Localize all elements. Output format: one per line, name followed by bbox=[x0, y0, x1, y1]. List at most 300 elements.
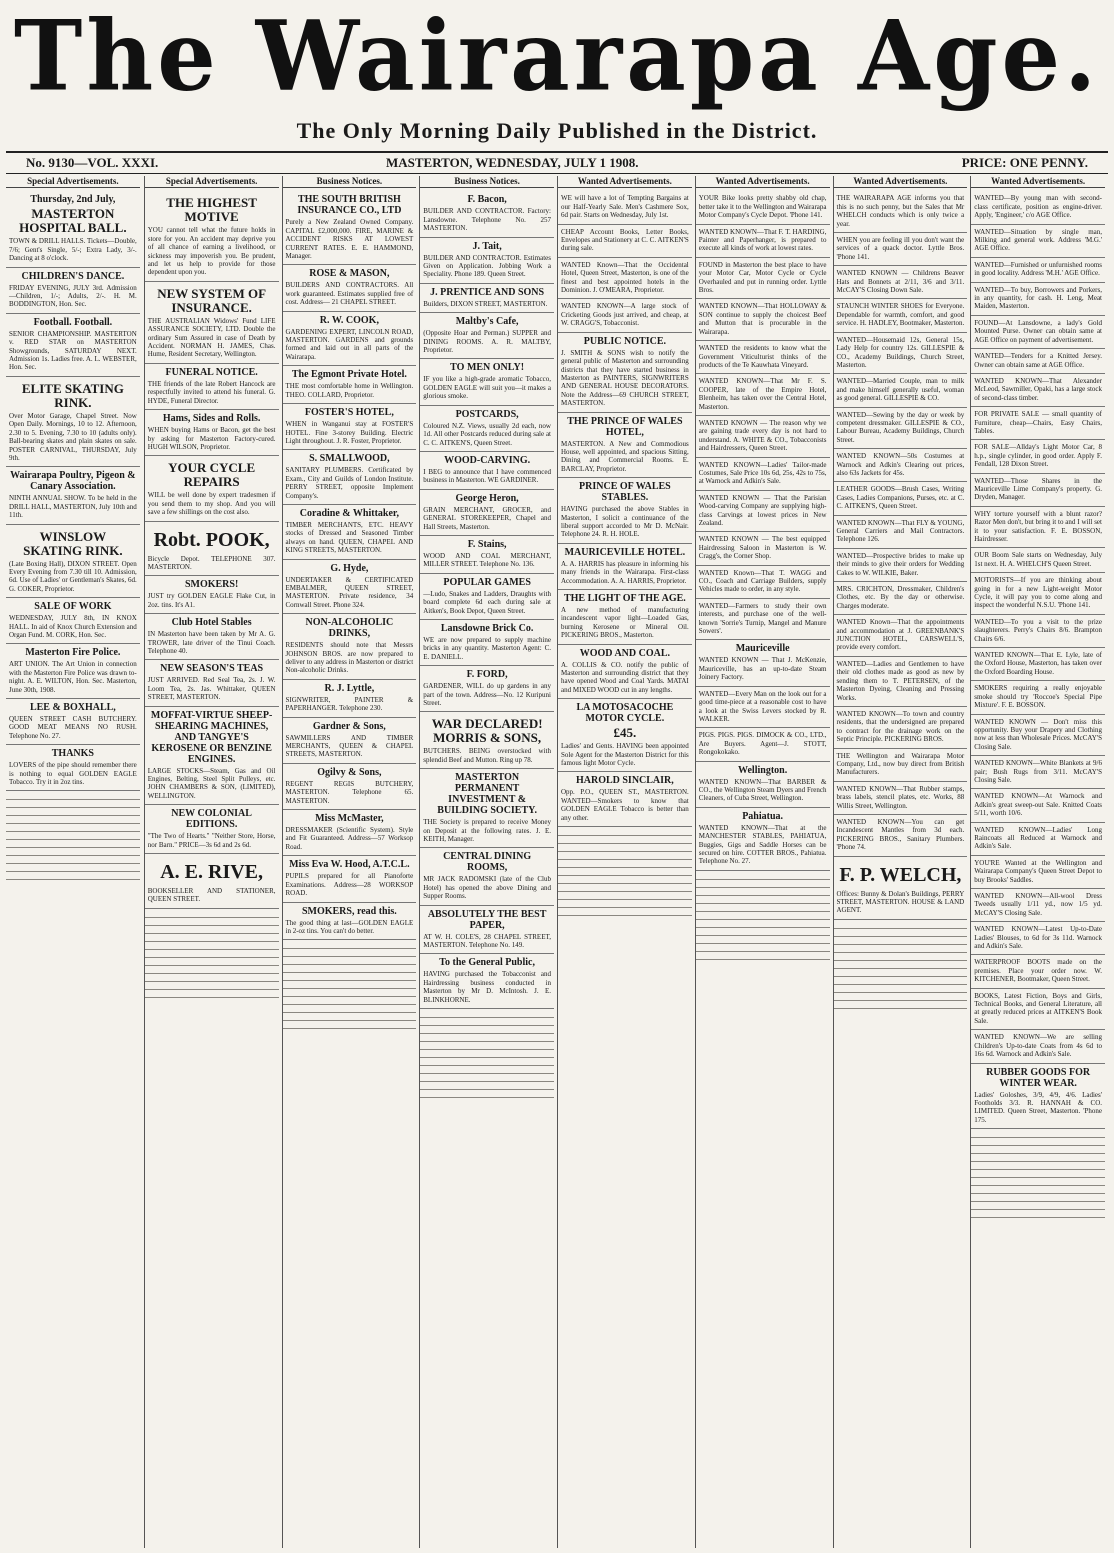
advertisement bbox=[145, 854, 279, 909]
advertisement bbox=[6, 699, 140, 745]
advertisement bbox=[696, 687, 830, 729]
advertisement bbox=[6, 314, 140, 377]
advertisement bbox=[283, 680, 417, 718]
advertisement bbox=[283, 560, 417, 615]
ad-body: JUST try GOLDEN EAGLE Flake Cut, in 2oz. tins. It's A1. bbox=[147, 592, 276, 609]
ad-body: FOUND—At Lansdowne, a lady's Gold Mounted Purse. Owner can obtain same at AGE Office on payment of advertisement. bbox=[974, 318, 1102, 344]
ad-heading: F. Stains, bbox=[467, 538, 507, 550]
ad-body: WANTED KNOWN—That E. Lyle, late of the Oxford House, Masterton, has taken over the Oxford Boarding House. bbox=[974, 651, 1102, 676]
advertisement bbox=[283, 366, 417, 404]
advertisement bbox=[834, 582, 968, 615]
column-header: Special Advertisements. bbox=[145, 176, 279, 188]
ad-heading: FUNERAL NOTICE. bbox=[165, 366, 258, 378]
ad-body: WANTED Known—That the Occidental Hotel, Queen Street, Masterton, is one of the finest and best appointed hotels in the Dominion. J. O'MEARA, Proprietor. bbox=[561, 260, 689, 295]
advertisement bbox=[696, 566, 830, 599]
advertisement bbox=[834, 449, 968, 482]
ad-body: Ladies' and Gents. HAVING been appointed Sole Agent for the Masterton District for this famous light Motor Cycle. bbox=[561, 742, 689, 768]
ad-heading: ROSE & MASON, bbox=[309, 268, 390, 280]
ad-body: THE AUSTRALIAN Widows' Fund LIFE ASSURANCE SOCIETY, LTD. Double the ordinary Sum Assured in case of Death by Accident. NORMAN H. JAMES, Chas. Hume, Resident Secretary, Wellington. bbox=[147, 316, 276, 359]
ad-body: WANTED—By young man with second-class certificate, position as engine-driver. Apply, 'Engineer,' c/o AGE Office. bbox=[974, 194, 1102, 220]
ad-body: WILL be well done by expert tradesmen if you send them to my shop. And you will save a few shillings on the cost also. bbox=[147, 491, 276, 517]
advertisement bbox=[971, 1064, 1105, 1130]
issue-date: MASTERTON, WEDNESDAY, JULY 1 1908. bbox=[386, 155, 639, 170]
advertisement bbox=[420, 620, 554, 666]
advertisement bbox=[834, 333, 968, 375]
advertisement bbox=[283, 450, 417, 505]
ad-body: WHEN buying Hams or Bacon, get the best by asking for Masterton Factory-cured. HUGH WILSON, Proprietor. bbox=[147, 426, 276, 451]
ad-body: WANTED KNOWN—50s Costumes at Warnock and Adkin's Clearing out prices, also 63s Jackets for 45s. bbox=[836, 452, 965, 477]
advertisement bbox=[558, 590, 692, 645]
ad-heading: R. W. COOK, bbox=[319, 314, 379, 326]
advertisement bbox=[6, 644, 140, 699]
column-2 bbox=[144, 176, 279, 1548]
advertisement bbox=[834, 233, 968, 266]
ad-body: STAUNCH WINTER SHOES for Everyone. Dependable for warmth, comfort, and good service. H. HADLEY, Bootmaker, Masterton. bbox=[836, 302, 965, 328]
ad-heading: SALE OF WORK bbox=[34, 601, 112, 613]
ad-heading: ABSOLUTELY THE BEST PAPER, bbox=[427, 908, 547, 931]
advertisement bbox=[696, 225, 830, 258]
ad-body: WANTED KNOWN—A large stock of Cricketing Goods just arrived, and cheap, at W. CRAGG'S, Tobacconist. bbox=[561, 302, 689, 328]
advertisement bbox=[971, 316, 1105, 349]
ad-body: WANTED KNOWN—Ladies' Long Raincoats all Reduced at Warnock and Adkin's Sale. bbox=[974, 825, 1102, 851]
ad-heading: POPULAR GAMES bbox=[443, 576, 531, 588]
ad-heading: THE LIGHT OF THE AGE. bbox=[563, 593, 686, 604]
ad-heading: CENTRAL DINING ROOMS, bbox=[443, 851, 532, 874]
ad-body: MRS. CRICHTON, Dressmaker, Children's Clothes, etc. By the day or otherwise. Charges moderate. bbox=[836, 585, 965, 610]
ad-body: WANTED KNOWN—That Alexander McLeod, Sawmiller, Opaki, has a large stock of second-class timber. bbox=[974, 376, 1102, 402]
ad-heading: LA MOTOSACOCHE MOTOR CYCLE. bbox=[576, 702, 674, 725]
ad-body: WEDNESDAY, JULY 8th, IN KNOX HALL. In aid of Knox Church Extension and Organ Fund. M. CORK, Hon. Sec. bbox=[9, 614, 137, 639]
ad-heading: R. J. Lyttle, bbox=[324, 682, 375, 694]
ad-body: YOU cannot tell what the future holds in store for you. An accident may deprive you of all chance of earning a livelihood, or sickness may impoverish you. Be prudent, and let us help to provide for those dependent upon you. bbox=[147, 226, 276, 277]
advertisement bbox=[6, 377, 140, 467]
advertisement bbox=[971, 615, 1105, 648]
ad-body: FOR SALE—Allday's Light Motor Car, 8 h.p., single cylinder, in good order. Apply F. Fendall, 128 Dixon Street. bbox=[974, 443, 1102, 469]
ad-display-line: THE HIGHEST MOTIVE bbox=[166, 195, 257, 225]
column-continuation-text bbox=[696, 875, 830, 965]
ad-heading: J. Tait, bbox=[472, 240, 502, 252]
ad-display-line: ELITE SKATING RINK. bbox=[21, 380, 124, 410]
column-1 bbox=[6, 176, 140, 1548]
ad-heading: Miss McMaster, bbox=[315, 813, 384, 825]
ad-body: WANTED KNOWN — That the Parisian Wood-carving Company are supplying high-class Carvings at lowest prices in New Zealand. bbox=[698, 493, 827, 527]
ad-body: WOOD AND COAL MERCHANT, MILLER STREET. Telephone No. 136. bbox=[423, 551, 551, 569]
ad-heading: NON-ALCOHOLIC DRINKS, bbox=[305, 617, 394, 640]
ad-heading: Thursday, 2nd July, bbox=[30, 194, 116, 206]
advertisement bbox=[834, 657, 968, 707]
ad-body: MASTERTON. A New and Commodious House, well appointed, and spacious Sitting, Dining and Commercial Rooms. E. BARCLAY, Proprietor. bbox=[561, 439, 689, 473]
advertisement bbox=[834, 857, 968, 920]
advertisement bbox=[696, 491, 830, 533]
advertisement bbox=[971, 756, 1105, 789]
ad-body: Builders, DIXON STREET, MASTERTON. bbox=[423, 299, 548, 308]
advertisement bbox=[283, 505, 417, 560]
advertisement bbox=[145, 522, 279, 577]
ad-body: BOOKSELLER AND STATIONER, QUEEN STREET. bbox=[147, 887, 276, 904]
advertisement bbox=[6, 268, 140, 314]
ad-display-line: MASTERTON HOSPITAL BALL. bbox=[19, 206, 127, 236]
column-header: Wanted Advertisements. bbox=[834, 176, 968, 188]
ad-body: A. COLLIS & CO. notify the public of Masterton and surrounding district that they have opened Wood and Coal Yards. MATAI and MIXED WOOD cut in any lengths. bbox=[561, 660, 689, 694]
ad-heading: FOSTER'S HOTEL, bbox=[304, 407, 394, 419]
advertisement bbox=[283, 764, 417, 810]
advertisement bbox=[420, 574, 554, 620]
column-header: Wanted Advertisements. bbox=[558, 176, 692, 188]
ad-body: UNDERTAKER & CERTIFICATED EMBALMER, QUEEN STREET, MASTERTON. Private residence, 34 Cornwall Street. Phone 324. bbox=[285, 575, 414, 609]
ad-heading: WOOD-CARVING. bbox=[444, 454, 531, 466]
ad-body: WANTED KNOWN—That HOLLOWAY & SON continue to supply the choicest Beef and Mutton that is procurable in the Wairarapa. bbox=[698, 302, 827, 336]
advertisement bbox=[558, 333, 692, 413]
ad-heading: Wairarapa Poultry, Pigeon & Canary Association. bbox=[10, 470, 136, 493]
ad-body: FOUND in Masterton the best place to have your Motor Car, Motor Cycle or Cycle Overhauled and put in running order. Lyttle Bros. bbox=[698, 260, 827, 295]
advertisement bbox=[283, 265, 417, 311]
ad-body: Opp. P.O., QUEEN ST., MASTERTON. WANTED—Smokers to know that GOLDEN EAGLE Tobacco is better than any other. bbox=[561, 788, 689, 822]
ad-body: HAVING purchased the above Stables in Masterton, I solicit a continuance of the liberal support accorded to Mr D. McNair. Telephone 24. R. H. HOLE. bbox=[561, 505, 689, 539]
ad-body: WHEN in Wanganui stay at FOSTER'S HOTEL. Fine 3-storey Building. Electric Light throughout. J. R. Foster, Proprietor. bbox=[285, 420, 414, 445]
ad-body: WANTED KNOWN — Don't miss this opportunity. Buy your Drapery and Clothing now at less than Wholesale Prices. McCAY'S Closing Sale. bbox=[974, 717, 1102, 751]
advertisement bbox=[971, 823, 1105, 856]
ad-body: WANTED KNOWN—That Mr F. S. COOPER, late of the Empire Hotel, Blenheim, has taken over the Central Hotel, Masterton. bbox=[698, 377, 827, 411]
advertisement bbox=[558, 478, 692, 544]
newspaper-tagline: The Only Morning Daily Published in the District. bbox=[296, 118, 818, 143]
ad-heading: Wellington. bbox=[738, 764, 788, 776]
column-header: Wanted Advertisements. bbox=[971, 176, 1105, 188]
ad-heading: Maltby's Cafe, bbox=[455, 316, 519, 328]
masthead bbox=[0, 0, 1114, 152]
ad-body: WANTED—Situation by single man, Milking and general work. Address 'M.G.' AGE Office. bbox=[974, 227, 1102, 253]
advertisement bbox=[6, 467, 140, 524]
ad-body: FOR PRIVATE SALE — small quantity of Furniture, cheap—Chairs, Easy Chairs, Tables. bbox=[974, 410, 1102, 435]
column-continuation-text bbox=[145, 913, 279, 1003]
ad-body: BUTCHERS. BEING overstocked with splendid Beef and Mutton. Ring up 78. bbox=[423, 747, 551, 764]
ad-body: WANTED the residents to know what the Government Viticulturist thinks of the products of the Te Kauwhata Vineyard. bbox=[698, 344, 827, 369]
advertisement bbox=[696, 808, 830, 871]
advertisement bbox=[283, 856, 417, 902]
ad-body: WE are now prepared to supply machine bricks in any quantity. Masterton Agent: C. E. DANIELL. bbox=[423, 635, 551, 661]
advertisement bbox=[283, 404, 417, 450]
ad-body: FRIDAY EVENING, JULY 3rd. Admission—Children, 1/-; Adults, 2/-. H. M. BODDINGTON, Hon. Sec. bbox=[9, 283, 137, 309]
advertisement bbox=[420, 666, 554, 712]
column-continuation-text bbox=[971, 1133, 1105, 1223]
ad-body: WANTED KNOWN—That BARBER & CO., the Wellington Steam Dyers and French Cleaners, of Cuba Street, Wellington. bbox=[698, 777, 827, 803]
advertisement bbox=[696, 416, 830, 458]
ad-heading: Mauriceville bbox=[735, 643, 790, 655]
ad-display-line: WINSLOW SKATING RINK. bbox=[23, 528, 123, 558]
ad-body: SMOKERS requiring a really enjoyable smoke should try 'Roccoe's Special Pipe Mixture'. F. E. BOSSON. bbox=[974, 684, 1102, 710]
ad-body: WANTED—Married Couple, man to milk and make himself generally useful, woman as good general. GILLESPIE & CO. bbox=[836, 377, 965, 403]
advertisement bbox=[558, 544, 692, 590]
advertisement bbox=[834, 482, 968, 515]
ad-body: THE most comfortable home in Wellington. THEO. COLLARD, Proprietor. bbox=[285, 382, 414, 399]
advertisement bbox=[834, 549, 968, 582]
ad-body: WANTED—Ladies and Gentlemen to have their old clothes made as good as new by sending them to T. PETERSEN, of the Masterton Dyeing, Cleaning and Pressing Works. bbox=[836, 659, 965, 702]
ad-body: NINTH ANNUAL SHOW. To be held in the DRILL HALL, MASTERTON, July 10th and 11th. bbox=[9, 494, 137, 520]
advertisement bbox=[971, 715, 1105, 757]
ad-body: YOUR Bike looks pretty shabby old chap, better take it to the Wellington and Wairarapa Motor Company's Cycle Depot. 'Phone 141. bbox=[698, 194, 827, 220]
advertisement bbox=[696, 762, 830, 808]
newspaper-title: The Wairarapa Age. bbox=[13, 0, 1101, 113]
ad-body: PUPILS prepared for all Pianoforte Examinations. Address—28 WORKSOP ROAD. bbox=[285, 872, 414, 898]
ad-body: (Opposite Hoar and Perman.) SUPPER and DINING ROOMS. A. R. MALTBY, Proprietor. bbox=[423, 329, 551, 355]
advertisement bbox=[420, 954, 554, 1009]
ad-body: WANTED—Those Shares in the Mauriceville Lime Company's property. G. Dryden, Manager. bbox=[974, 476, 1102, 502]
advertisement bbox=[971, 573, 1105, 615]
ad-body: Offices: Bunny & Dolan's Buildings, PERRY STREET, MASTERTON. HOUSE & LAND AGENT. bbox=[836, 889, 965, 915]
ad-display-name: F. P. WELCH, bbox=[839, 863, 962, 886]
advertisement bbox=[971, 955, 1105, 988]
column-7 bbox=[833, 176, 968, 1548]
issue-price: PRICE: ONE PENNY. bbox=[961, 155, 1088, 170]
ad-body: WANTED—Prospective brides to make up their minds to give their orders for Wedding Cakes to W. WILKIE, Baker. bbox=[836, 551, 965, 577]
ad-body: Over Motor Garage, Chapel Street. Now Open Daily. Mornings, 10 to 12. Afternoon, 2.30 to 5. Evening, 7.30 to 10 (adults only). Ball-bearing skates and plain skates on sale. POSTER CARNIVAL, THURSDAY, July 9th. bbox=[9, 411, 137, 462]
ad-heading: TO MEN ONLY! bbox=[450, 362, 525, 374]
ad-body: WANTED—Furnished or unfurnished rooms in good locality. Address 'M.H.' AGE Office. bbox=[974, 260, 1102, 278]
advertisement bbox=[145, 410, 279, 456]
ad-body: WE will have a lot of Tempting Bargains at our Half-Yearly Sale. Men's Cashmere Sox, 6d pair. Starts on Wednesday, July 1st. bbox=[561, 194, 689, 220]
ad-display-name: A. E. RIVE, bbox=[160, 861, 264, 884]
advertisement bbox=[971, 225, 1105, 258]
ad-body: THE friends of the late Robert Hancock are respectfully invited to attend his funeral. G. HYDE, Funeral Director. bbox=[147, 379, 276, 405]
advertisement bbox=[971, 922, 1105, 955]
ad-body: WANTED KNOWN—That F. T. HARDING, Painter and Paperhanger, is prepared to execute all kinds of work at lowest rates. bbox=[698, 227, 827, 253]
advertisement bbox=[145, 191, 279, 281]
column-header: Business Notices. bbox=[283, 176, 417, 188]
ad-body: MOTORISTS—If you are thinking about going in for a new Light-weight Motor Cycle, it will pay you to come along and inspect the wonderful N.S.U. 'Phone 141. bbox=[974, 576, 1102, 610]
ad-body: GRAIN MERCHANT, GROCER, and GENERAL STOREKEEPER, Chapel and Hall Streets, Masterton. bbox=[423, 505, 551, 531]
advertisement bbox=[696, 458, 830, 491]
ad-heading: THE PRINCE OF WALES HOTEL, bbox=[567, 415, 683, 438]
advertisement bbox=[834, 266, 968, 299]
ad-body: WHEN you are feeling ill you don't want the services of a quack doctor. Lyttle Bros. 'Phone 141. bbox=[836, 236, 965, 261]
advertisement bbox=[971, 191, 1105, 224]
ad-body: Coloured N.Z. Views, usually 2d each, now 1d. All other Postcards reduced during sale at C. C. AITKEN'S, Queen Street. bbox=[423, 421, 551, 447]
advertisement bbox=[420, 359, 554, 405]
ad-body: OUR Boom Sale starts on Wednesday, July 1st next. H. A. WHELCH'S Queen Street. bbox=[974, 551, 1102, 568]
ad-heading: CHILDREN'S DANCE. bbox=[21, 270, 125, 282]
advertisement bbox=[971, 374, 1105, 407]
column-6 bbox=[695, 176, 830, 1548]
advertisement bbox=[420, 284, 554, 313]
ad-heading: HAROLD SINCLAIR, bbox=[575, 775, 674, 787]
advertisement bbox=[558, 299, 692, 332]
ad-body: JUST ARRIVED. Red Seal Tea, 2s. J. W. Loom Tea, 2s. Jas. Whittaker, QUEEN STREET, MASTERTON. bbox=[147, 676, 276, 702]
advertisement bbox=[971, 349, 1105, 374]
ad-body: WANTED KNOWN—We are selling Children's Up-to-date Coats from 4s 6d to 16s 6d. Warnock and Adkin's Sale. bbox=[974, 1033, 1102, 1059]
advertisement bbox=[283, 810, 417, 856]
ad-body: SAWMILLERS AND TIMBER MERCHANTS, QUEEN & CHAPEL STREETS, MASTERTON. bbox=[285, 733, 414, 759]
advertisement bbox=[420, 712, 554, 769]
ad-body: THE Society is prepared to receive Money on Deposit at the following rates. J. E. KEITH, Manager. bbox=[423, 818, 551, 844]
advertisement bbox=[971, 856, 1105, 889]
advertisement bbox=[971, 681, 1105, 714]
advertisement bbox=[283, 191, 417, 265]
column-continuation-text bbox=[558, 831, 692, 921]
ad-heading: S. SMALLWOOD, bbox=[309, 453, 390, 465]
ad-body: RESIDENTS should note that Messrs JOHNSON BROS. are now prepared to deliver to any address in Masterton or district Non-alcoholic Drinks. bbox=[285, 641, 414, 675]
advertisement bbox=[696, 728, 830, 761]
ad-heading: MASTERTON PERMANENT INVESTMENT & BUILDING SOCIETY. bbox=[437, 772, 537, 817]
advertisement bbox=[971, 789, 1105, 822]
advertisement bbox=[145, 707, 279, 806]
advertisement bbox=[283, 614, 417, 680]
advertisement bbox=[558, 258, 692, 300]
advertisement bbox=[6, 598, 140, 644]
advertisement bbox=[145, 660, 279, 706]
ad-heading: RUBBER GOODS FOR WINTER WEAR. bbox=[986, 1066, 1091, 1089]
advertisement bbox=[283, 718, 417, 764]
advertisement bbox=[420, 769, 554, 848]
ad-heading: WOOD AND COAL. bbox=[579, 647, 671, 659]
advertisement bbox=[145, 364, 279, 410]
ad-body: A new method of manufacturing incandescent vapor light—Loaded Gas, burning Kerosene or Mineral Oil. PICKERING BROS., Masterton. bbox=[561, 606, 689, 640]
ad-heading: NEW COLONIAL EDITIONS. bbox=[171, 808, 252, 831]
advertisement bbox=[971, 283, 1105, 316]
advertisement bbox=[971, 407, 1105, 440]
ad-body: LEATHER GOODS—Brush Cases, Writing Cases, Ladies Companions, Purses, etc. at C. C. AITKEN'S, Queen Street. bbox=[836, 485, 965, 511]
ad-body: WANTED KNOWN — The best equipped Hairdressing Saloon in Masterton is W. Cragg's, the Corner Shop. bbox=[698, 535, 827, 561]
advertisement bbox=[696, 191, 830, 224]
ad-body: WANTED—Farmers to study their own interests, and purchase one of the well-known 'Sorrie's Turnip, Mangel and Manure Sowers'. bbox=[698, 601, 827, 636]
advertisement bbox=[696, 640, 830, 686]
ad-body: BUILDERS AND CONTRACTORS. All work guaranteed. Estimates supplied free of cost. Address— 21 CHAPEL STREET. bbox=[285, 281, 414, 307]
ad-heading: To the General Public, bbox=[439, 957, 535, 969]
advertisement bbox=[834, 615, 968, 657]
ad-body: WANTED KNOWN — Childrens Beaver Hats and Bonnets at 2/11, 3/6 and 3/11. McCAY'S Closing Down Sale. bbox=[836, 269, 965, 295]
ad-heading: J. PRENTICE AND SONS bbox=[430, 286, 545, 298]
ad-heading: Football. Football. bbox=[33, 316, 113, 328]
advertisement bbox=[971, 889, 1105, 922]
advertisement bbox=[558, 191, 692, 224]
column-header: Wanted Advertisements. bbox=[696, 176, 830, 188]
ad-body: WANTED KNOWN—Latest Up-to-Date Ladies' Blouses, to 6d for 3s 11d. Warnock and Adkin's Sale. bbox=[974, 925, 1102, 951]
ad-heading: George Heron, bbox=[455, 492, 519, 504]
ad-heading: MAURICEVILLE HOTEL. bbox=[564, 546, 686, 558]
advertisement bbox=[971, 648, 1105, 681]
ad-body: WANTED KNOWN—That FLY & YOUNG, General Carriers and Mail Contractors. Telephone 126. bbox=[836, 518, 965, 544]
ad-body: WANTED KNOWN—At Warnock and Adkin's great sweep-out Sale. Knitted Coats 5/11, worth 10/6. bbox=[974, 792, 1102, 818]
column-8 bbox=[970, 176, 1105, 1548]
ad-body: Bicycle Depot. TELEPHONE 307. MASTERTON. bbox=[147, 554, 276, 571]
ad-body: WANTED—Every Man on the look out for a good time-piece at a reasonable cost to have a look at the Swiss Levers stocked by R. WALKER. bbox=[698, 689, 827, 723]
ad-body: LOVERS of the pipe should remember there is nothing to equal GOLDEN EAGLE Tobacco. Try it in 2oz tins. bbox=[9, 761, 137, 787]
column-header: Business Notices. bbox=[420, 176, 554, 188]
advertisement bbox=[834, 707, 968, 749]
ad-body: BOOKS, Latest Fiction, Boys and Girls, Technical Books, and General Literature, all at greatly reduced prices at AITKEN'S Book Sale. bbox=[974, 991, 1102, 1025]
ad-body: (Late Boxing Hall), DIXON STREET. Open Every Evening from 7.30 till 10. Admission, 6d. Use of Ladies' or Gentleman's Skates, 6d. G. COKER, Proprietor. bbox=[9, 559, 137, 593]
ad-body: A. A. HARRIS has pleasure in informing his many friends in the Wairarapa. First-class Accommodation. A. A. HARRIS, Proprietor. bbox=[561, 559, 689, 585]
advertisement bbox=[145, 614, 279, 660]
ad-heading: PRINCE OF WALES STABLES. bbox=[579, 481, 671, 504]
ad-body: TOWN & DRILL HALLS. Tickets—Double, 7/6; Gent's Single, 5/-; Extra Lady, 3/-. Dancing at 8 o'clock. bbox=[9, 237, 137, 263]
advertisement bbox=[696, 599, 830, 641]
ad-body: YOU'RE Wanted at the Wellington and Wairarapa Company's Queen Street Depot to buy Brooks' Saddles. bbox=[974, 858, 1102, 884]
advertisement bbox=[971, 258, 1105, 283]
advertisement bbox=[834, 408, 968, 450]
ad-body: WANTED KNOWN—Ladies' Tailor-made Costumes, Sale Price 10s 6d, 25s, 42s to 75s, at Warnock and Adkin's Sale. bbox=[698, 460, 827, 486]
ad-body: CHEAP Account Books, Letter Books, Envelopes and Stationery at C. C. AITKEN'S during sale. bbox=[561, 227, 689, 253]
ad-body: I BEG to announce that I have commenced business in Masterton. WE GARDINER. bbox=[423, 467, 551, 485]
ad-heading: THE SOUTH BRITISH INSURANCE CO., LTD bbox=[297, 194, 402, 217]
advertisement bbox=[420, 406, 554, 452]
advertisement bbox=[283, 903, 417, 941]
ad-display-line: £45. bbox=[613, 725, 637, 741]
ad-heading: LEE & BOXHALL, bbox=[29, 702, 116, 713]
ad-body: WANTED—Housemaid 12s, General 15s, Lady Help for country 12s. GILLESPIE & CO., Academy Buildings, Church Street, Masterton. bbox=[836, 335, 965, 369]
advertisement bbox=[558, 645, 692, 700]
advertisement bbox=[145, 282, 279, 364]
ad-body: HAVING purchased the Tobacconist and Hairdressing business conducted in Masterton by Mr D. McIntosh. J. E. BLINKHORNE. bbox=[423, 970, 551, 1004]
ad-body: AT W. H. COLE'S, 28 CHAPEL STREET, MASTERTON. Telephone No. 149. bbox=[423, 932, 551, 950]
ad-body: DRESSMAKER (Scientific System). Style and Fit Guaranteed. Address—57 Worksop Road. bbox=[285, 826, 414, 851]
column-3 bbox=[282, 176, 417, 1548]
advertisement bbox=[971, 474, 1105, 507]
ad-heading: SMOKERS! bbox=[184, 579, 239, 591]
advertisement bbox=[834, 191, 968, 233]
ad-heading: F. FORD, bbox=[466, 669, 508, 681]
advertisement bbox=[283, 312, 417, 367]
ad-heading: SMOKERS, read this. bbox=[301, 905, 397, 917]
advertisement bbox=[558, 699, 692, 772]
advertisement bbox=[834, 374, 968, 407]
ad-body: THE WAIRARAPA AGE informs you that this is no such penny, but the Sales that Mr WHELCH conducts which is only twice a year. bbox=[836, 194, 965, 228]
ad-display-name: Robt. POOK, bbox=[153, 528, 270, 551]
ad-display-line: WAR DECLARED! MORRIS & SONS, bbox=[431, 716, 543, 746]
ad-body: Ladies' Goloshes, 3/9, 4/9, 4/6. Ladies' Footholds 3/3. R. HANNAH & CO. LIMITED. Queen Street, Masterton. 'Phone 175. bbox=[974, 1090, 1102, 1124]
advertisement bbox=[834, 516, 968, 549]
ad-display-line: NEW SYSTEM OF INSURANCE. bbox=[157, 285, 267, 315]
ad-heading: F. Bacon, bbox=[467, 194, 507, 206]
ad-body: WANTED Known—That T. WAGG and CO., Coach and Carriage Builders, supply Vehicles made to order, in any style. bbox=[698, 568, 827, 594]
ad-heading: Miss Eva W. Hood, A.T.C.L. bbox=[289, 859, 410, 871]
ad-body: SANITARY PLUMBERS. Certificated by Exam., City and Guilds of London Institute. PERRY STREET, opposite Implement Company's. bbox=[285, 466, 414, 500]
ad-body: LARGE STOCKS—Steam, Gas and Oil Engines, Belting, Steel Split Pulleys, etc. JOHN CHAMBERS & SON, (LIMITED), WELLINGTON. bbox=[147, 766, 276, 800]
ad-display-line: YOUR CYCLE REPAIRS bbox=[168, 460, 256, 490]
advertisement bbox=[420, 490, 554, 536]
ad-body: GARDENER, WILL do up gardens in any part of the town. Address—No. 12 Kuripuni Street. bbox=[423, 682, 551, 707]
ad-body: WANTED KNOWN — That J. McKenzie, Mauriceville, has an up-to-date Steam Joinery Factory. bbox=[698, 656, 827, 682]
advertisement bbox=[971, 548, 1105, 573]
ad-body: WHY torture yourself with a blunt razor? Razor Men don't, but bring it to and I will set it to your satisfaction. F. E. BOSSON, Hairdresser. bbox=[974, 509, 1102, 543]
columns-container bbox=[6, 176, 1108, 1548]
advertisement bbox=[6, 191, 140, 267]
advertisement bbox=[971, 507, 1105, 549]
advertisement bbox=[971, 989, 1105, 1031]
ad-heading: PUBLIC NOTICE. bbox=[583, 335, 666, 347]
advertisement bbox=[6, 745, 140, 791]
advertisement bbox=[558, 225, 692, 258]
ad-heading: Gardner & Sons, bbox=[312, 720, 386, 732]
ad-body: TIMBER MERCHANTS, ETC. HEAVY stocks of Dressed and Seasoned Timber always on hand. QUEEN, CHAPEL AND KING STREETS, MASTERTON. bbox=[285, 520, 414, 555]
ad-body: BUILDER AND CONTRACTOR. Estimates Given on Application. Jobbing Work a Speciality. Phone 189. Queen Street. bbox=[423, 253, 551, 279]
column-continuation-text bbox=[420, 1013, 554, 1103]
issue-number: No. 9130—VOL. XXXI. bbox=[26, 155, 159, 170]
advertisement bbox=[834, 815, 968, 857]
ad-body: SENIOR CHAMPIONSHIP. MASTERTON v. RED STAR on MASTERTON Showgrounds, SATURDAY NEXT. Admission 1s. Ladies free. A. L. WEBSTER, Hon. Sec. bbox=[9, 329, 137, 372]
advertisement bbox=[558, 772, 692, 827]
column-continuation-text bbox=[834, 924, 968, 1014]
advertisement bbox=[558, 413, 692, 479]
advertisement bbox=[420, 848, 554, 905]
column-5 bbox=[557, 176, 692, 1548]
ad-body: MR JACK RADOMSKI (late of the Club Hotel) has opened the above Dining and Supper Rooms. bbox=[423, 875, 551, 901]
ad-body: WANTED—To you a visit to the prize slaughterers. Perry's Chairs 8/6. Brampton Chairs 6/6. bbox=[974, 617, 1102, 643]
advertisement bbox=[971, 1030, 1105, 1063]
advertisement bbox=[420, 906, 554, 955]
ad-heading: Hams, Sides and Rolls. bbox=[162, 413, 261, 425]
advertisement bbox=[145, 456, 279, 521]
ad-body: Purely a New Zealand Owned Company. CAPITAL £2,000,000. FIRE, MARINE & ACCIDENT RISKS AT LOWEST CURRENT RATES. E. E. HAMMOND, Manager. bbox=[285, 218, 414, 261]
column-header: Special Advertisements. bbox=[6, 176, 140, 188]
